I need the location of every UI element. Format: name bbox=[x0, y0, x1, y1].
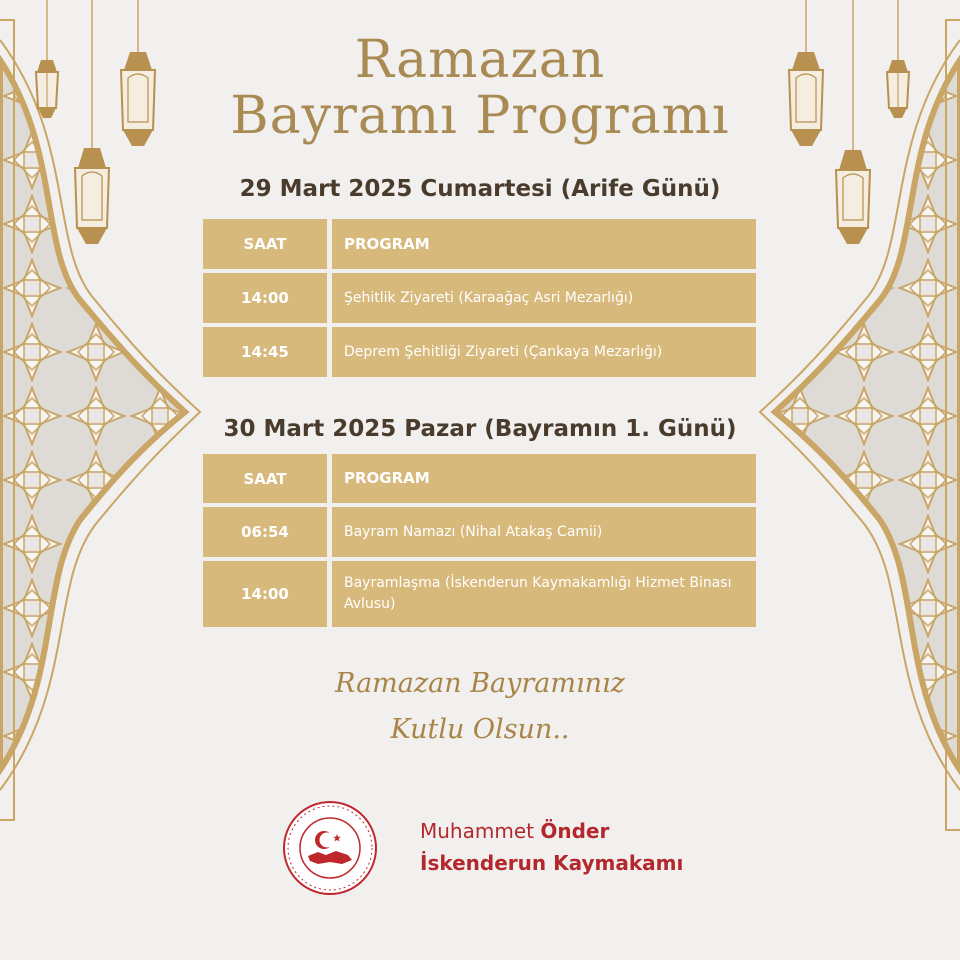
col-header-program: PROGRAM bbox=[332, 454, 756, 503]
day2-heading: 30 Mart 2025 Pazar (Bayramın 1. Günü) bbox=[223, 416, 737, 442]
row-program: Bayramlaşma (İskenderun Kaymakamlığı Hizmet Binası Avlusu) bbox=[332, 561, 756, 627]
row-time: 14:00 bbox=[203, 561, 327, 627]
greeting-line2: Kutlu Olsun.. bbox=[390, 714, 570, 745]
row-time: 06:54 bbox=[203, 507, 327, 557]
row-program: Bayram Namazı (Nihal Atakaş Camii) bbox=[332, 507, 756, 557]
signer-last-name: Önder bbox=[540, 819, 610, 843]
day1-heading: 29 Mart 2025 Cumartesi (Arife Günü) bbox=[239, 176, 721, 202]
table-header-row bbox=[203, 219, 756, 269]
table-header-row bbox=[203, 454, 756, 503]
day2-table bbox=[203, 454, 756, 631]
col-header-time: SAAT bbox=[203, 219, 327, 269]
table-row bbox=[203, 507, 756, 557]
official-seal bbox=[282, 800, 378, 896]
row-program: Deprem Şehitliği Ziyareti (Çankaya Mezarlığı) bbox=[332, 327, 756, 377]
table-row bbox=[203, 561, 756, 627]
row-program: Şehitlik Ziyareti (Karaağaç Asri Mezarlığı) bbox=[332, 273, 756, 323]
signer-first-name: Muhammet bbox=[420, 819, 534, 843]
col-header-time: SAAT bbox=[203, 454, 327, 503]
signer-title: İskenderun Kaymakamı bbox=[420, 851, 684, 875]
signer-name bbox=[420, 819, 609, 843]
greeting-line1: Ramazan Bayramınız bbox=[335, 668, 625, 699]
page-title-line2: Bayramı Programı bbox=[230, 86, 730, 146]
day1-table bbox=[203, 219, 756, 381]
row-time: 14:00 bbox=[203, 273, 327, 323]
row-time: 14:45 bbox=[203, 327, 327, 377]
table-row bbox=[203, 273, 756, 323]
col-header-program: PROGRAM bbox=[332, 219, 756, 269]
table-row bbox=[203, 327, 756, 377]
page-title-line1: Ramazan bbox=[354, 30, 606, 90]
